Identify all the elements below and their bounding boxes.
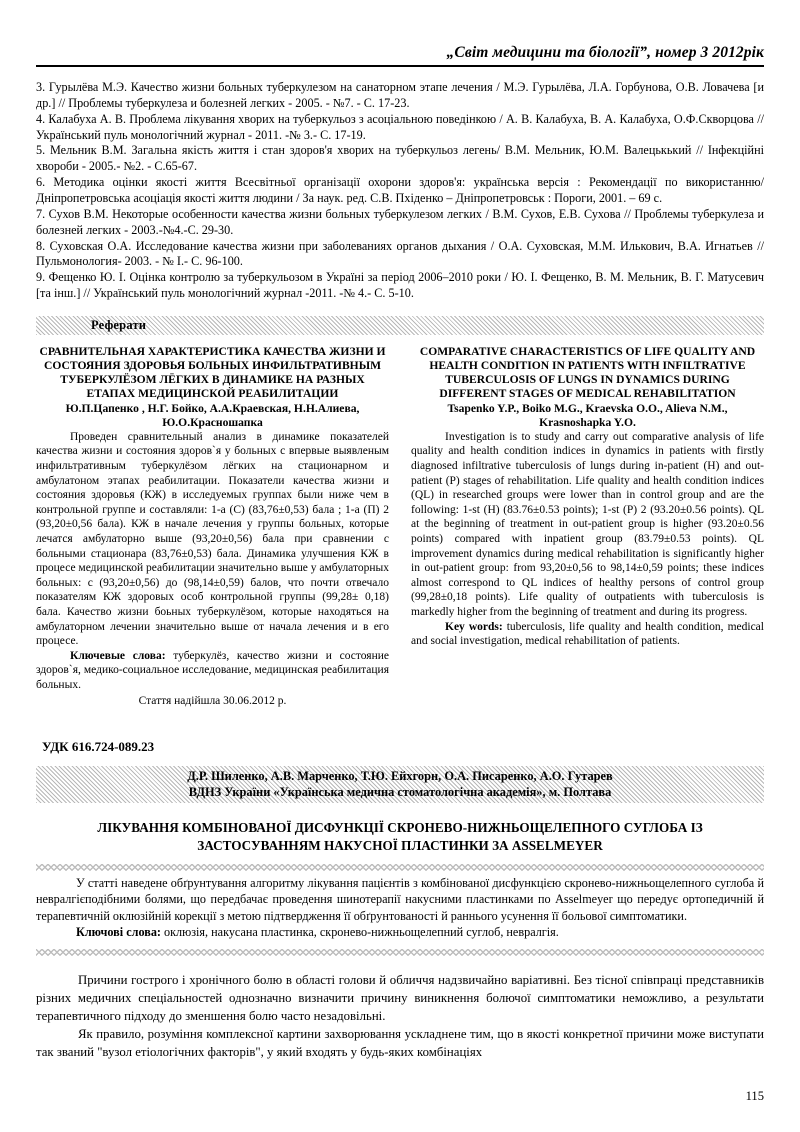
abstract-keywords-text-ru: туберкулёз, качество жизни и состояние здоров`я, медико-социальное исследование, медицинская реабилитация больных.: [36, 649, 389, 691]
running-head: „Світ медицини та біології”, номер 3 2012рік: [446, 44, 764, 61]
abstracts-section-label: Реферати: [91, 318, 147, 333]
reference-item: 4. Калабуха А. В. Проблема лікування хворих на туберкульоз з асоціальною поведінкою / А. В. Калабуха, В. А. Калабуха, О.Ф.Скворцова // Український пуль монологічний журнал - 2011. -№ 3.- С. 17-19.: [36, 111, 764, 142]
abstract-russian: [36, 345, 389, 708]
reference-item: 9. Фещенко Ю. І. Оцінка контролю за туберкульозом в Україні за період 2006–2010 роки / Ю. І. Фещенко, В. М. Мельник, В. Г. Матусевич [та інш.] // Український пуль монологічний журнал -2011. -№ 4.- С. 5-10.: [36, 270, 764, 301]
reference-item: 6. Методика оцінки якості життя Всесвітньої організації охорони здоров'я: українська версія : Рекомендації по використанню/Дніпропетровська асоціація якості життя людини / За наук. ред. С.В. Пхіденко – Дніпропетровськ : Пороги, 2001. – 69 с.: [36, 175, 764, 206]
article-keywords-label: Ключові слова:: [76, 924, 161, 939]
article-abstract: У статті наведене обґрунтування алгоритму лікування пацієнтів з комбінованої дисфункцією скронево-нижньощелепного суглоба й невралгієподібними болями, що передбачає проведення шинотерапії накусними пластинками по Asselmeyer що передує ортопедичній й терапевтичній оклюзійній корекції з метою підтвердження її обґрунтованості й раннього усунення її больової симптоматики.: [36, 876, 764, 923]
body-paragraph: Як правило, розуміння комплексної картини захворювання ускладнене тим, що в якості конкретної причини може виступати так званий "вузол етіологічних факторів", у який входять у будь-яких комбінаціях: [36, 1026, 764, 1059]
abstract-received-date: Стаття надійшла 30.06.2012 р.: [138, 694, 287, 707]
reference-item: 5. Мельник В.М. Загальна якість життя і стан здоров'я хворих на туберкульоз легень/ В.М. Мельник, Ю.М. Валецькький // Інфекційні хвороби - 2005.- №2. - С.65-67.: [36, 143, 764, 174]
page-number: 115: [745, 1089, 764, 1103]
abstract-title-en: COMPARATIVE CHARACTERISTICS OF LIFE QUALITY AND HEALTH CONDITION IN PATIENTS WITH INFILTRATIVE TUBERCULOSIS OF LUNGS IN DYNAMICS DURING DIFFERENT STAGES OF MEDICAL REHABILITATION: [419, 345, 756, 401]
zigzag-divider-bottom: [36, 949, 764, 956]
reference-item: 3. Гурылёва М.Э. Качество жизни больных туберкулезом на санаторном этапе лечения / М.Э. Гурылёва, Л.А. Горбунова, О.В. Ловачева [и др.] // Проблемы туберкулеза и болезней легких - 2005. - №7. - С. 17-23.: [36, 80, 764, 110]
abstract-keywords-text-en: tuberculosis, life quality and health condition, medical and social investigation, medical rehabilitation of patients.: [411, 620, 764, 648]
header-rule: [36, 65, 764, 67]
article-title: ЛІКУВАННЯ КОМБІНОВАНОЇ ДИСФУНКЦІЇ СКРОНЕВО-НИЖНЬОЩЕЛЕПНОГО СУГЛОБА ІЗ ЗАСТОСУВАННЯМ НАКУСНОЇ ПЛАСТИНКИ ЗА ASSELMEYER: [97, 820, 703, 854]
article-authors-bar: [36, 766, 764, 804]
abstract-keywords-ru: [36, 649, 389, 693]
abstract-keywords-en: [411, 620, 764, 649]
abstract-body-en: Investigation is to study and carry out comparative analysis of life quality and health condition indices in dynamics in patients with firstly diagnosed infiltrative tuberculosis of lungs during in-patient (H) and out-patient (P) stages of rehabilitation. Life quality and health condition indices (QL) in researched groups were lower than in control group and are the following: 1-st (H) (83.76±0.53 points); 1-st (P) 2 (93.20±0.56 points). QL at the beginning of treatment in out-patient group is higher (93.20±0.56 points) compared with inpatient group (83.79±0.53 points). QL improvement dynamics during medical rehabilitation is significantly higher in out-patient group: from 93,20±0,56 to 98,14±0,59 points; these indices almost correspond to QL indices of healthy persons of control group (99,28±0,18 points). Life quality of outpatients with tuberculosis is markedly higher from the beginning of treatment and during its progress.: [411, 430, 764, 618]
abstracts-section-bar: [36, 316, 764, 335]
abstract-body-ru: Проведен сравнительный анализ в динамике показателей качества жизни и состояния здоров`я у больных с впервые выявленым инфильтративным туберкулёзом лёгких на стационарном и амбулатоном этапах реабилитации. Показатели качества жизни и состояния здоровья (КЖ) в исследуемых группах были ниже чем в контрольной группе и составляли: 1-а (С) (83,76±0,53) бала ; 1-а (П) 2 (93,20±0,56 бала). КЖ в начале лечения у группы больных, которые лечатся амбулаторно выше (93,20±0,56) бала при сравнении с больными стационара (83,76±0,53) бала. Динамика улучшения КЖ в процесе медицинской реабилитации значительно выше у амбулаторных больных: с (93,20±0,56) до (98,14±0,59) балов, что почти отвечало показателям КЖ здоровых особ контрольной группы (99,28± 0,18) бала. Качество жизни боьных туберкулёзом, которые находяться на амбулаторном лечении значительно выше от начала лечения и в его процесе.: [36, 430, 389, 648]
udc-code: УДК 616.724-089.23: [42, 738, 155, 754]
reference-item: 7. Сухов В.М. Некоторые особенности качества жизни больных туберкулезом легких / В.М. Сухов, Е.В. Сухова // Проблемы туберкулеза и болезней легких - 2003.-№4.-С. 29-30.: [36, 206, 764, 237]
reference-list: [36, 80, 764, 302]
abstract-authors-en: Tsapenko Y.P., Boiko M.G., Kraevska O.O., Alieva N.M., Krasnoshapka Y.O.: [447, 401, 728, 429]
abstracts-two-column: [36, 345, 764, 708]
abstract-keywords-label-en: Key words:: [445, 620, 503, 633]
article-keywords-text: оклюзія, накусана пластинка, скронево-нижньощелепний суглоб, невралгія.: [160, 924, 559, 939]
abstract-authors-ru: Ю.П.Цапенко , Н.Г. Бойко, А.А.Краевская, Н.Н.Алиева, Ю.О.Красношапка: [65, 401, 360, 429]
reference-item: 8. Суховская О.А. Исследование качества жизни при заболеваниях органов дыхания / О.А. Суховская, М.М. Илькович, В.А. Игнатьев // Пульмонология- 2003. - № I.- С. 96-100.: [36, 238, 764, 269]
article-keywords: [36, 924, 764, 940]
abstract-title-ru: СРАВНИТЕЛЬНАЯ ХАРАКТЕРИСТИКА КАЧЕСТВА ЖИЗНИ И СОСТОЯНИЯ ЗДОРОВЬЯ БОЛЬНЫХ ИНФИЛЬТРАТИВНЫМ ТУБЕРКУЛЁЗОМ ЛЁГКИХ В ДИНАМИКЕ НА РАЗНЫХ ЕТАПАХ МЕДИЦИНСКОЙ РЕАБИЛИТАЦИИ: [39, 345, 386, 401]
article-affiliation: ВДНЗ України «Українська медична стоматологічна академія», м. Полтава: [188, 784, 612, 799]
body-paragraph: Причини гострого і хронічного болю в області голови й обличчя надзвичайно варіативні. Без тісної співпраці представників різних медичних спеціальностей однозначно визначити причину виникнення болючої симптоматики неможливо, а результати терапевтичного підходу до зменшення болю часто незадовільні.: [36, 973, 764, 1023]
abstract-english: [411, 345, 764, 708]
article-body: [36, 972, 764, 1062]
article-authors: Д.Р. Шиленко, А.В. Марченко, Т.Ю. Ейхгорн, О.А. Писаренко, А.О. Гутарев: [187, 768, 613, 783]
abstract-keywords-label-ru: Ключевые слова:: [70, 649, 166, 662]
zigzag-divider-top: [36, 864, 764, 871]
